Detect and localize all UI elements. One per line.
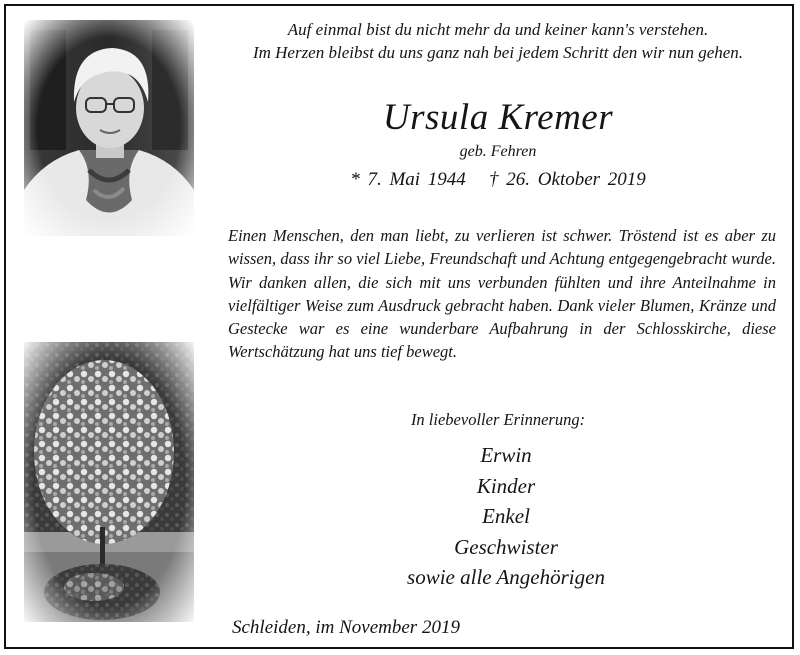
mourner-name: sowie alle Angehörigen: [407, 565, 605, 589]
motto-line-2: Im Herzen bleibst du uns ganz nah bei jedem Schritt den wir nun gehen.: [252, 43, 744, 62]
portrait-photo: [24, 20, 194, 236]
place-and-date: Schleiden, im November 2019: [232, 617, 460, 638]
obituary-notice: [4, 4, 794, 649]
mourner-name: Kinder: [476, 473, 536, 498]
mourner-name: Geschwister: [454, 534, 558, 559]
mourners-list: [296, 440, 716, 593]
mourner-name: Enkel: [482, 504, 530, 528]
remembrance-heading: In liebevoller Erinnerung:: [410, 410, 586, 429]
birth-name: geb. Fehren: [459, 143, 537, 160]
deceased-name: Ursula Kremer: [382, 97, 614, 138]
thanks-message: Einen Menschen, den man liebt, zu verlieren ist schwer. Tröstend ist es aber zu wissen, dass ihr so viel Liebe, Freundschaft und Achtung entgegengebracht wurde. Wir danken allen, die sich mit uns verbunden fühlten und ihre Anteilnahme in vielfältiger Weise zum Ausdruck gebracht haben. Dank vieler Blumen, Kränze und Gestecke war es eine wunderbare Aufbahrung in der Schlosskirche, diese Wertschätzung hat uns tief bewegt.: [228, 226, 776, 362]
mourner-name: Erwin: [480, 443, 532, 467]
motto-line-1: Auf einmal bist du nicht mehr da und keiner kann's verstehen.: [287, 20, 709, 39]
rose-tree-photo: [24, 342, 194, 622]
life-dates: * 7. Mai 1944 † 26. Oktober 2019: [350, 169, 646, 190]
motto: [206, 18, 790, 64]
